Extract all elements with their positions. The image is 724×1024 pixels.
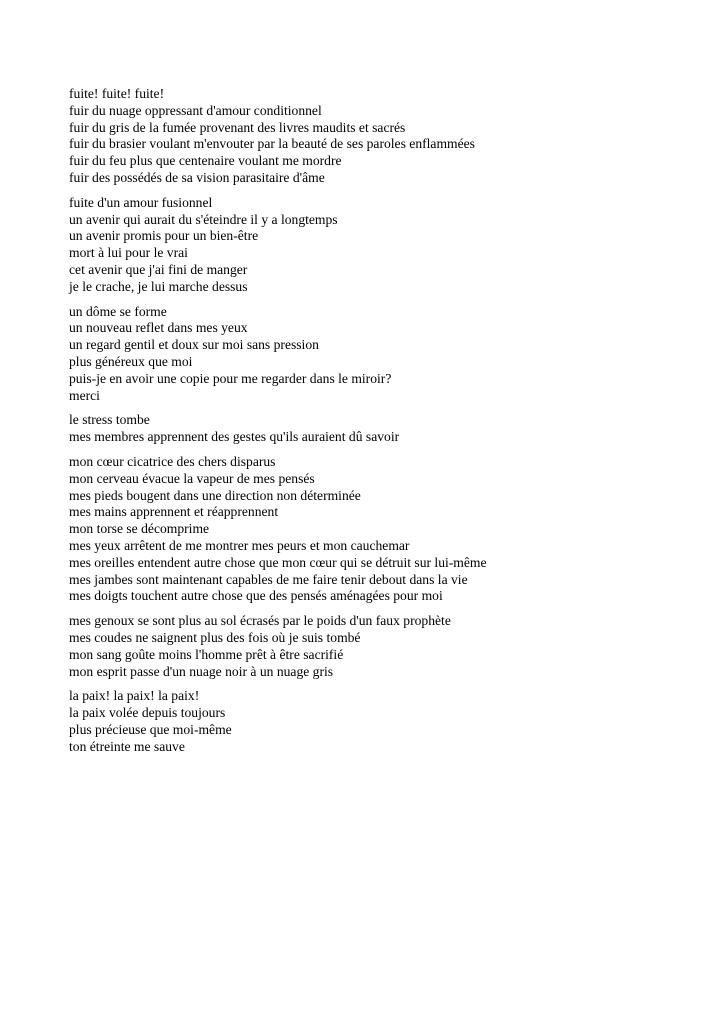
poem-line: mon cœur cicatrice des chers disparus — [69, 453, 276, 469]
poem-line: un avenir qui aurait du s'éteindre il y a longtemps — [69, 211, 338, 227]
poem-line: mes coudes ne saignent plus des fois où je suis tombé — [69, 629, 361, 645]
poem-line: un regard gentil et doux sur moi sans pression — [69, 337, 319, 353]
stanza-7 — [69, 688, 689, 755]
poem-line: mes jambes sont maintenant capables de me faire tenir debout dans la vie — [69, 571, 468, 587]
poem-line: un dôme se forme — [69, 303, 167, 319]
poem-line: un avenir promis pour un bien-être — [69, 228, 259, 244]
poem-line: plus précieuse que moi-même — [69, 721, 232, 737]
poem-line: mon torse se décomprime — [69, 521, 210, 537]
stanza-3 — [69, 304, 689, 405]
poem-line: fuir du brasier voulant m'envouter par la beauté de ses paroles enflammées — [69, 136, 475, 152]
poem-line: puis-je en avoir une copie pour me regarder dans le miroir? — [69, 370, 392, 386]
poem-line: la paix volée depuis toujours — [69, 705, 226, 721]
poem-line: un nouveau reflet dans mes yeux — [69, 320, 248, 336]
poem-line: mes yeux arrêtent de me montrer mes peurs et mon cauchemar — [69, 537, 410, 553]
poem-line: la paix! la paix! la paix! — [69, 688, 200, 704]
poem-line: fuir du gris de la fumée provenant des livres maudits et sacrés — [69, 119, 406, 135]
poem-line: mes oreilles entendent autre chose que mon cœur qui se détruit sur lui-même — [69, 554, 487, 570]
poem-line: mes membres apprennent des gestes qu'ils auraient dû savoir — [69, 429, 400, 445]
poem-line: fuir des possédés de sa vision parasitaire d'âme — [69, 169, 325, 185]
poem-line: fuir du feu plus que centenaire voulant me mordre — [69, 153, 342, 169]
stanza-1 — [69, 86, 689, 187]
poem-line: fuir du nuage oppressant d'amour conditionnel — [69, 102, 322, 118]
poem-line: plus généreux que moi — [69, 353, 193, 369]
poem-line: mon sang goûte moins l'homme prêt à être sacrifié — [69, 646, 344, 662]
poem-body — [69, 86, 689, 763]
poem-line: mort à lui pour le vrai — [69, 245, 188, 261]
poem-line: mes mains apprennent et réapprennent — [69, 504, 279, 520]
stanza-6 — [69, 613, 689, 680]
poem-line: mon cerveau évacue la vapeur de mes pensés — [69, 470, 315, 486]
poem-line: je le crache, je lui marche dessus — [69, 278, 248, 294]
poem-line: fuite d'un amour fusionnel — [69, 194, 213, 210]
poem-line: mes genoux se sont plus au sol écrasés par le poids d'un faux prophète — [69, 613, 451, 629]
stanza-4 — [69, 412, 689, 446]
poem-line: cet avenir que j'ai fini de manger — [69, 261, 248, 277]
poem-line: ton étreinte me sauve — [69, 738, 185, 754]
poem-line: mes pieds bougent dans une direction non déterminée — [69, 487, 361, 503]
stanza-2 — [69, 195, 689, 296]
poem-line: mon esprit passe d'un nuage noir à un nuage gris — [69, 663, 334, 679]
poem-line: mes doigts touchent autre chose que des pensés aménagées pour moi — [69, 588, 443, 604]
poem-line: fuite! fuite! fuite! — [69, 86, 165, 101]
stanza-5 — [69, 454, 689, 605]
poem-line: le stress tombe — [69, 412, 150, 428]
poem-line: merci — [69, 387, 100, 403]
